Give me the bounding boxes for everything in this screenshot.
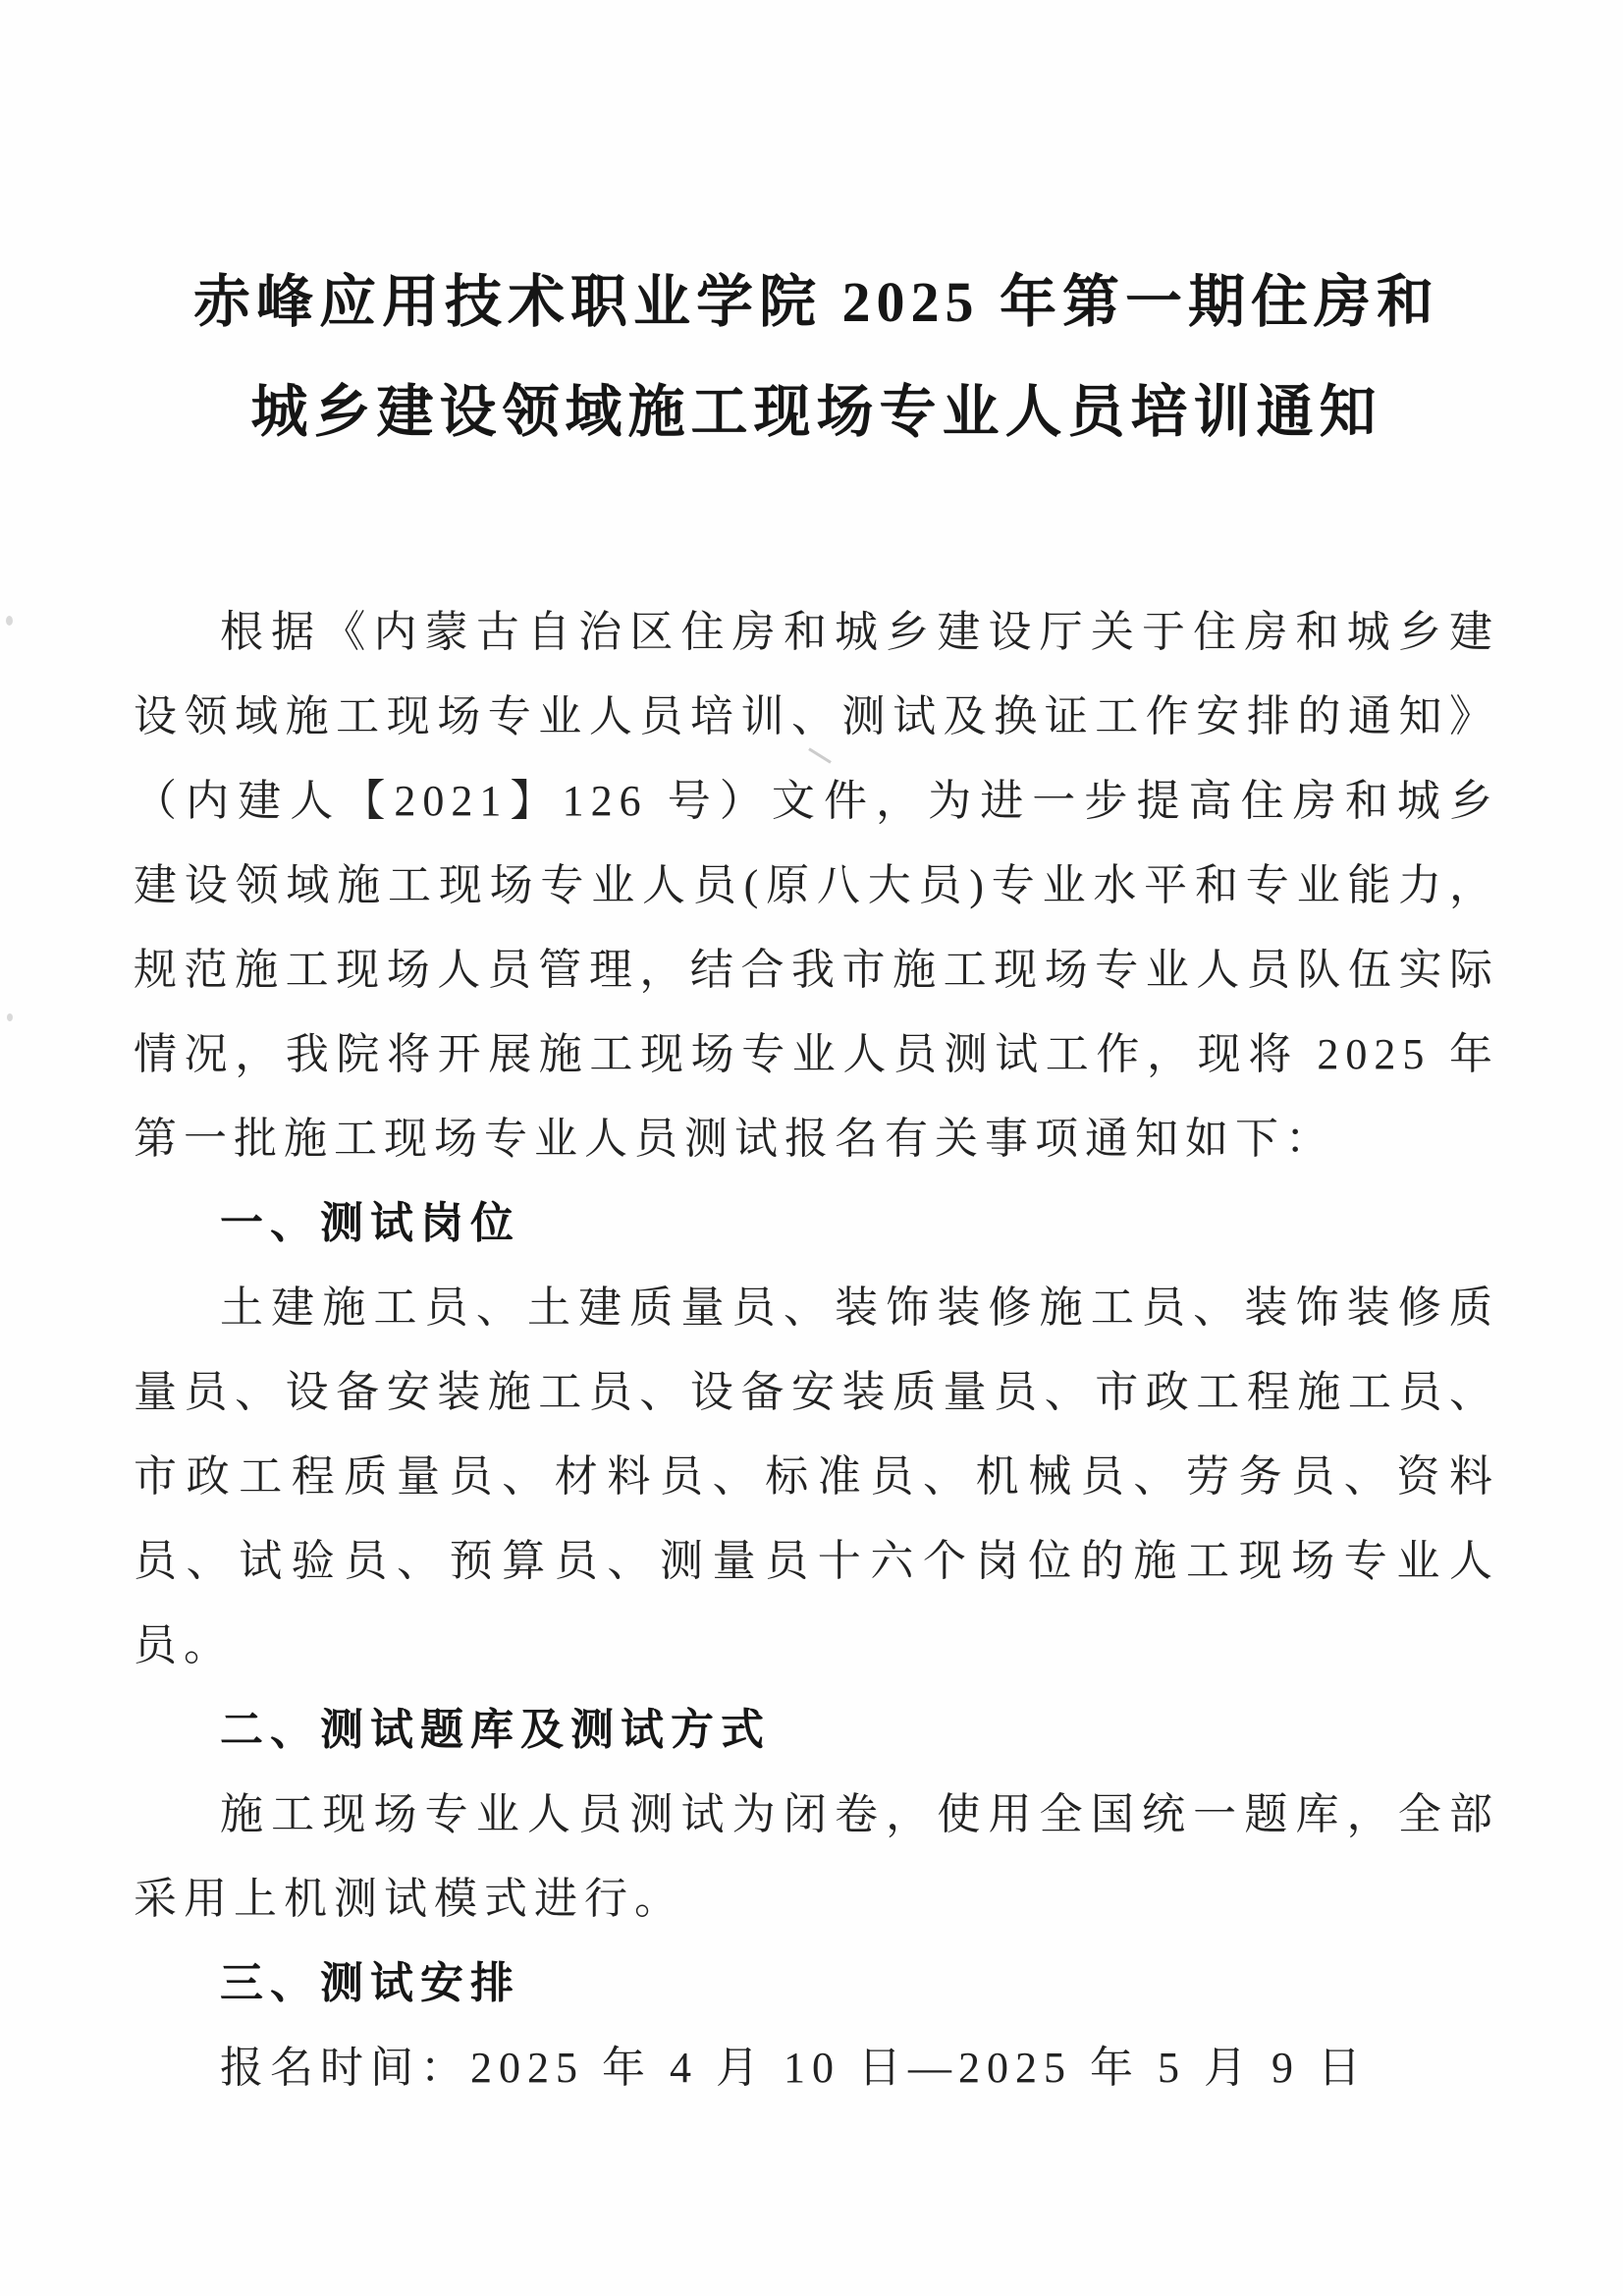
scan-speck [6, 616, 13, 626]
intro-paragraph: 根据《内蒙古自治区住房和城乡建设厅关于住房和城乡建设领域施工现场专业人员培训、测试及换证工作安排的通知》（内建人【2021】126 号）文件，为进一步提高住房和城乡建设领域施工现场专业人员(原八大员)专业水平和专业能力，规范施工现场人员管理，结合我市施工现场专业人员队伍实际情况，我院将开展施工现场专业人员测试工作，现将 2025 年第一批施工现场专业人员测试报名有关事项通知如下： [134, 608, 1499, 1163]
section-3-heading: 三、测试安排 [220, 1959, 520, 2007]
section-2-heading: 二、测试题库及测试方式 [220, 1706, 771, 1754]
section-1-paragraph: 土建施工员、土建质量员、装饰装修施工员、装饰装修质量员、设备安装施工员、设备安装质量员、市政工程施工员、市政工程质量员、材料员、标准员、机械员、劳务员、资料员、试验员、预算员、测量员十六个岗位的施工现场专业人员。 [134, 1284, 1499, 1669]
document-title-line-1: 赤峰应用技术职业学院 2025 年第一期住房和 [192, 270, 1439, 334]
section-2-paragraph: 施工现场专业人员测试为闭卷，使用全国统一题库，全部采用上机测试模式进行。 [134, 1790, 1499, 1923]
section-3-paragraph: 报名时间：2025 年 4 月 10 日—2025 年 5 月 9 日 [220, 2044, 1368, 2092]
document-title-line-2: 城乡建设领域施工现场专业人员培训通知 [250, 380, 1382, 444]
scan-speck [7, 1013, 13, 1021]
document-title [134, 247, 1499, 467]
document-body [134, 590, 1499, 2110]
section-1-heading: 一、测试岗位 [220, 1199, 520, 1247]
